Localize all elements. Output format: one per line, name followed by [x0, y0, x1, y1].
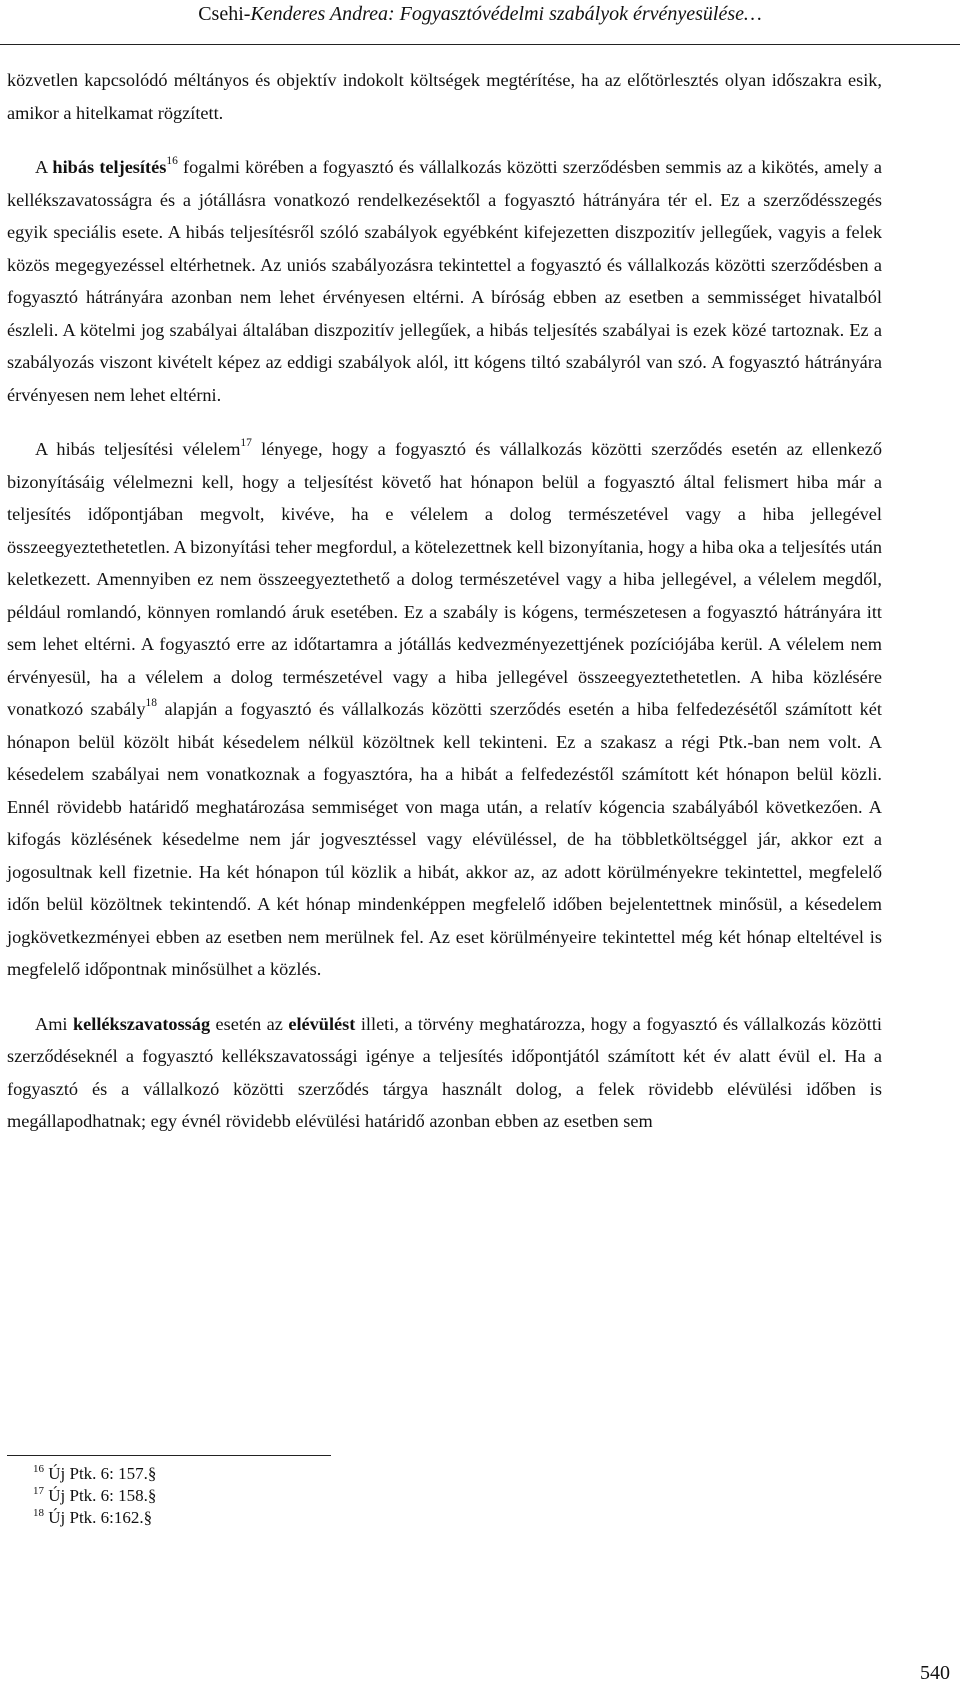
- text-run: A: [35, 157, 53, 177]
- text-run: alapján a fogyasztó és vállalkozás közötti szerződés esetén a hiba felfedezésétől számított két hónapon belül közölt hibát késedelem nélkül közöltnek kell tekinteni. Ez a szakasz a régi Ptk.-ban nem volt. A késedelem szabályai nem vonatkoznak a fogyasztóra, ha a hibát a felfedezéstől számított két hónapon belül közli. Ennél rövidebb határidő meghatározása semmiséget von maga után, a relatív kógencia szabályából következően. A kifogás közlésének késedelme nem jár jogvesztéssel vagy elévüléssel, de ha többletköltséggel jár, akkor ezt a jogosultnak kell fizetnie. Ha két hónapon túl közlik a hibát, akkor az, az adott körülményekre tekintettel, megfelelő időn belül közöltnek tekintendő. A két hónap mindenképpen megfelelő időben bejelentettnek minősül, a késedelem jogkövetkezményei ebben az esetben nem merülnek fel. Az eset körülményeire tekintettel még két hónap elteltével is megfelelő időpontnak minősülhet a közlés.: [7, 699, 882, 979]
- footnote-separator: [7, 1455, 331, 1456]
- footnote-text: Új Ptk. 6: 158.§: [48, 1486, 157, 1505]
- text-run: esetén az: [210, 1013, 289, 1034]
- header-title: Kenderes Andrea: Fogyasztóvédelmi szabályok érvényesülése…: [250, 3, 762, 25]
- footnotes: [33, 1463, 156, 1529]
- footnote-text: Új Ptk. 6: 157.§: [48, 1464, 157, 1483]
- header-author: Csehi-: [198, 3, 251, 25]
- footnote-18: [33, 1507, 156, 1529]
- text-run: lényege, hogy a fogyasztó és vállalkozás közötti szerződés esetén az ellenkező bizonyításáig vélelmezni kell, hogy a teljesítést követő hat hónapon belül a fogyasztó által felismert hiba már a teljesítés időpontjában megvolt, kivéve, ha e vélelem a dolog természetével vagy a hiba jellegével összeegyeztethetetlen. A bizonyítási teher megfordul, a kötelezettnek kell bizonyítania, hogy a hiba oka a teljesítés után keletkezett. Amennyiben ez nem összeegyeztethető a dolog természetével vagy a hiba jellegével, a vélelem megdől, például romlandó, könnyen romlandó áruk esetében. Ez a szabály is kógens, természetesen a fogyasztó hátrányára itt sem lehet eltérni. A fogyasztó erre az időtartamra a jótállás kedvezményezettjének pozíciójába kerül. A vélelem nem érvényesül, ha a vélelem a dolog természetével vagy a hiba jellegével összeegyeztethetetlen. A hiba közlésére vonatkozó szabály: [7, 439, 882, 719]
- footnote-number: 18: [33, 1507, 44, 1519]
- text-run: fogalmi körében a fogyasztó és vállalkozás közötti szerződésben semmis az a kikötés, amely a kellékszavatosságra és a jótállásra vonatkozó rendelkezésektől a fogyasztó hátrányára tér el. Ez a szerződésszegés egyik speciális esete. A hibás teljesítésről szóló szabályok egyébként kifejezetten diszpozitív jellegűek, vagyis a felek közös megegyezéssel eltérhetnek. Az uniós szabályozásra tekintettel a fogyasztó és vállalkozás közötti szerződésben a fogyasztó hátrányára azonban nem lehet érvényesen eltérni. A bíróság ebben az esetben a semmisséget hivatalból észleli. A kötelmi jog szabályai általában diszpozitív jellegűek, a hibás teljesítés szabályai is ezek közé tartoznak. Ez a szabályozás viszont kivételt képez az eddigi szabályok alól, itt kógens tiltó szabályról van szó. A fogyasztó hátrányára érvényesen nem lehet eltérni.: [7, 157, 882, 405]
- running-header: [0, 0, 960, 28]
- footnote-number: 17: [33, 1485, 44, 1497]
- paragraph-velelem: [7, 433, 882, 986]
- text-run: A hibás teljesítési vélelem: [35, 439, 241, 459]
- footnote-16: [33, 1463, 156, 1485]
- footnote-number: 16: [33, 1463, 44, 1475]
- footnote-ref-16[interactable]: 16: [166, 155, 178, 167]
- page-body: [7, 64, 882, 1138]
- text-run: Ami: [35, 1013, 73, 1034]
- footnote-17: [33, 1485, 156, 1507]
- paragraph-hibas-teljesites: [7, 151, 882, 411]
- page-number: 540: [920, 1662, 950, 1684]
- paragraph-continuation: közvetlen kapcsolódó méltányos és objektív indokolt költségek megtérítése, ha az előtörlesztés olyan időszakra esik, amikor a hitelkamat rögzített.: [7, 70, 882, 123]
- footnote-ref-17[interactable]: 17: [240, 437, 252, 449]
- text-run: illeti, a törvény meghatározza, hogy a fogyasztó és vállalkozás közötti szerződéseknél a fogyasztó kellékszavatossági igénye a teljesítés időpontjától számított két év alatt évül el. Ha a fogyasztó és a vállalkozó közötti szerződés tárgya használt dolog, a felek rövidebb elévülési időben is megállapodhatnak; egy évnél rövidebb elévülési határidő azonban ebben az esetben sem: [7, 1013, 882, 1131]
- paragraph-elevules: [7, 1008, 882, 1138]
- bold-term: kellékszavatosság: [72, 1013, 211, 1034]
- footnote-ref-18[interactable]: 18: [145, 697, 157, 709]
- footnote-text: Új Ptk. 6:162.§: [48, 1508, 153, 1527]
- bold-term: hibás teljesítés: [52, 157, 167, 177]
- header-rule: [0, 44, 960, 45]
- bold-term: elévülést: [288, 1013, 356, 1034]
